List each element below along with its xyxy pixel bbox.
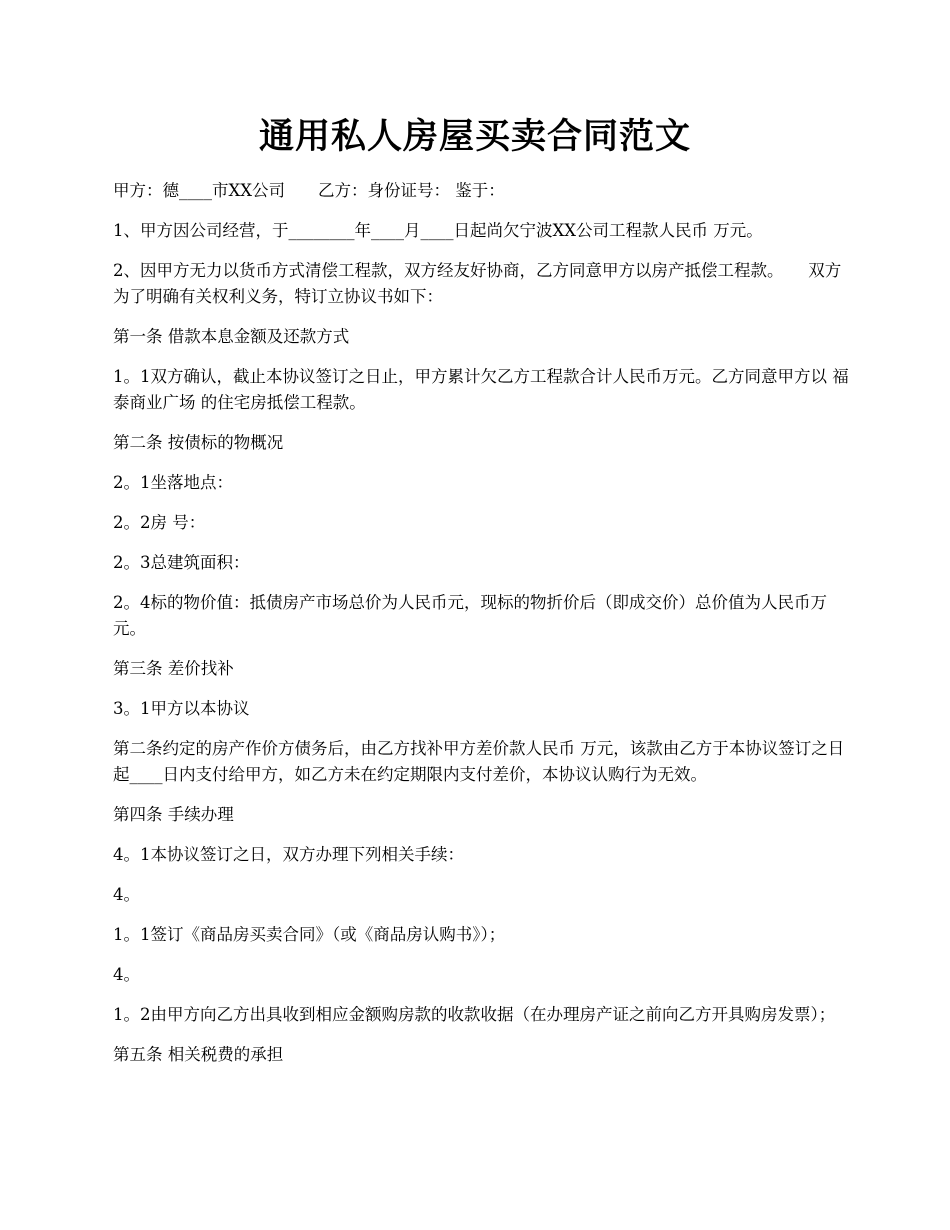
clause: 第二条约定的房产作价方债务后，由乙方找补甲方差价款人民币 万元，该款由乙方于本协议签订之日起____日内支付给甲方，如乙方未在约定期限内支付差价，本协议认购行为无效。	[113, 739, 845, 784]
article-heading: 第一条 借款本息金额及还款方式	[113, 327, 350, 346]
document-body	[113, 178, 850, 1082]
article-heading: 第二条 按债标的物概况	[113, 433, 284, 452]
clause: 4。	[113, 885, 140, 904]
clause: 2。1坐落地点：	[113, 473, 233, 492]
clause: 2。4标的物价值：抵债房产市场总价为人民币元，现标的物折价后（即成交价）总价值为人民币万元。	[113, 593, 827, 638]
paragraph-agreement: 2、因甲方无力以货币方式清偿工程款，双方经友好协商，乙方同意甲方以房产抵偿工程款。 双方为了明确有关权利义务，特订立协议书如下：	[113, 261, 842, 306]
article-heading: 第四条 手续办理	[113, 805, 234, 824]
party-line: 甲方：德____市XX公司 乙方：身份证号： 鉴于：	[113, 181, 505, 200]
clause: 2。3总建筑面积：	[113, 553, 250, 572]
clause: 1。2由甲方向乙方出具收到相应金额购房款的收款收据（在办理房产证之前向乙方开具购房发票）；	[113, 1005, 836, 1024]
clause: 4。	[113, 965, 140, 984]
clause: 1。1签订《商品房买卖合同》（或《商品房认购书》）；	[113, 925, 506, 944]
clause: 4。1本协议签订之日，双方办理下列相关手续：	[113, 845, 464, 864]
clause: 3。1甲方以本协议	[113, 699, 250, 718]
article-heading: 第三条 差价找补	[113, 659, 234, 678]
clause: 2。2房 号：	[113, 513, 206, 532]
document-title: 通用私人房屋买卖合同范文	[258, 117, 691, 157]
paragraph-debt-origin: 1、甲方因公司经营，于________年____月____日起尚欠宁波XX公司工程款人民币 万元。	[113, 221, 763, 240]
clause: 1。1双方确认，截止本协议签订之日止，甲方累计欠乙方工程款合计人民币万元。乙方同意甲方以 福泰商业广场 的住宅房抵偿工程款。	[113, 367, 849, 412]
article-heading: 第五条 相关税费的承担	[113, 1045, 284, 1064]
